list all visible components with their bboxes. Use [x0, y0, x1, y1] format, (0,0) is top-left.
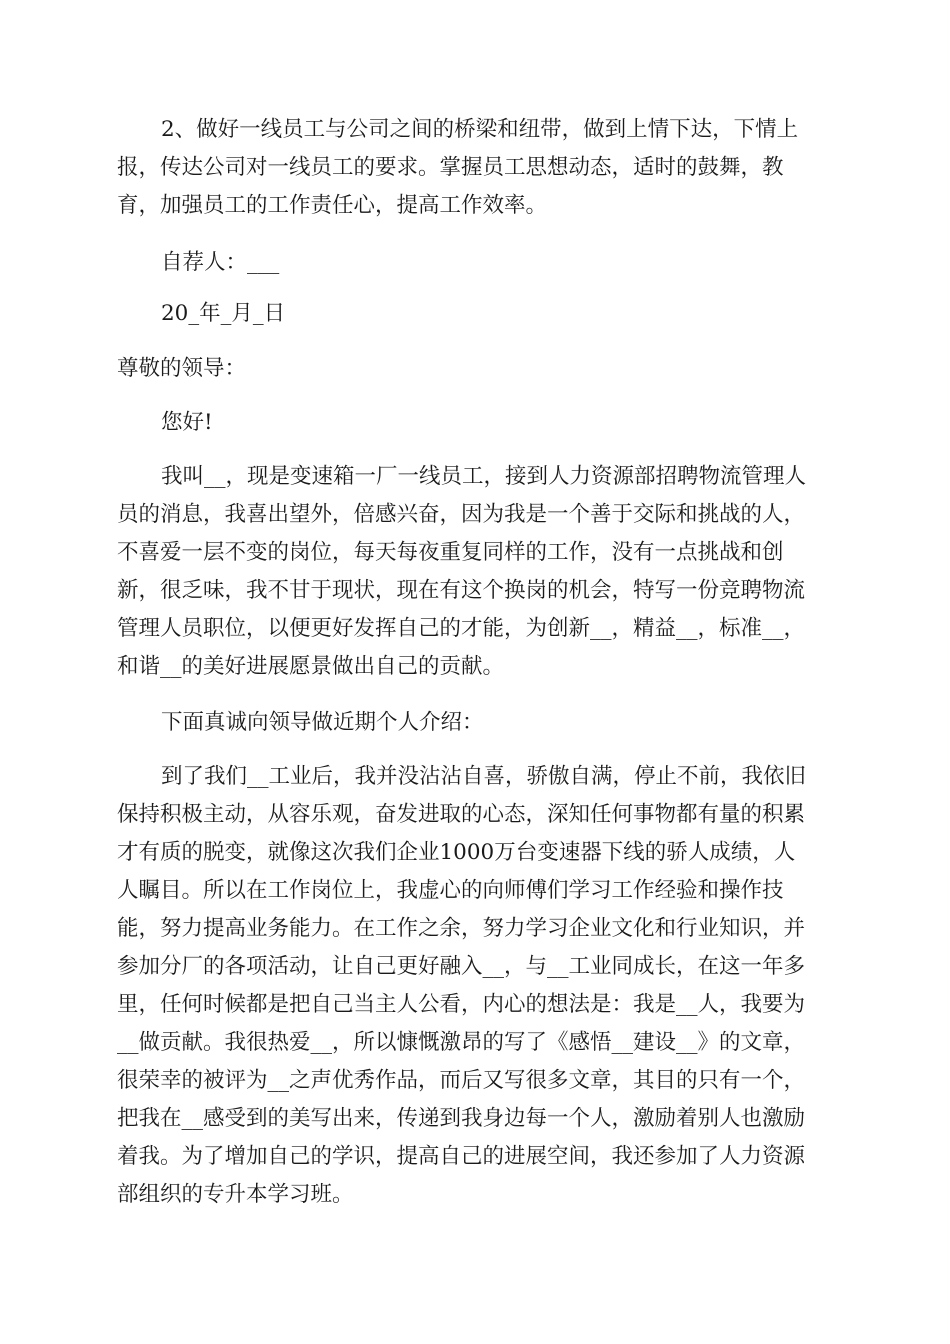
text-line: 保持积极主动，从容乐观，奋发进取的心态，深知任何事物都有量的积累 — [117, 802, 806, 827]
paragraph-date — [117, 295, 833, 333]
text-line: 到了我们__工业后，我并没沾沾自喜，骄傲自满，停止不前，我依旧 — [161, 764, 807, 789]
paragraph-transition — [117, 704, 833, 742]
text-line: 着我。为了增加自己的学识，提高自己的进展空间，我还参加了人力资源 — [117, 1144, 806, 1169]
text-line: 里，任何时候都是把自己当主人公看，内心的想法是：我是__人，我要为 — [117, 992, 806, 1017]
text-line: 育，加强员工的工作责任心，提高工作效率。 — [117, 193, 548, 218]
text-line: 下面真诚向领导做近期个人介绍： — [161, 710, 484, 735]
text-line: 部组织的专升本学习班。 — [117, 1182, 354, 1207]
paragraph-signature — [117, 244, 833, 282]
paragraph-greeting — [117, 404, 833, 442]
greeting-line: 您好! — [161, 410, 213, 435]
signature-line: 自荐人：___ — [161, 250, 280, 275]
text-line: 不喜爱一层不变的岗位，每天每夜重复同样的工作，没有一点挑战和创 — [117, 540, 784, 565]
text-line: 能，努力提高业务能力。在工作之余，努力学习企业文化和行业知识，并 — [117, 916, 806, 941]
text-line: 很荣幸的被评为__之声优秀作品，而后又写很多文章，其目的只有一个， — [117, 1068, 806, 1093]
text-line: 人瞩目。所以在工作岗位上，我虚心的向师傅们学习工作经验和操作技 — [117, 878, 784, 903]
text-line: 参加分厂的各项活动，让自己更好融入__，与__工业同成长，在这一年多 — [117, 954, 806, 979]
text-line: 新，很乏味，我不甘于现状，现在有这个换岗的机会，特写一份竞聘物流 — [117, 578, 806, 603]
text-line: 管理人员职位，以便更好发挥自己的才能，为创新__，精益__，标准__， — [117, 616, 806, 641]
text-line: 员的消息，我喜出望外，倍感兴奋，因为我是一个善于交际和挑战的人， — [117, 502, 806, 527]
text-line: 2、做好一线员工与公司之间的桥梁和纽带，做到上情下达，下情上 — [161, 117, 799, 142]
text-line: 报，传达公司对一线员工的要求。掌握员工思想动态，适时的鼓舞，教 — [117, 155, 784, 180]
text-line: 和谐__的美好进展愿景做出自己的贡献。 — [117, 654, 505, 679]
paragraph-duties — [117, 111, 833, 225]
paragraph-background — [117, 758, 833, 1214]
text-line: 把我在__感受到的美写出来，传递到我身边每一个人，激励着别人也激励 — [117, 1106, 806, 1131]
salutation-line: 尊敬的领导： — [117, 356, 247, 381]
paragraph-intro — [117, 458, 833, 686]
text-line: 我叫__，现是变速箱一厂一线员工，接到人力资源部招聘物流管理人 — [161, 464, 807, 489]
text-line: __做贡献。我很热爱__，所以慷慨激昂的写了《感悟__建设__》的文章， — [117, 1030, 806, 1055]
date-line: 20_年_月_日 — [161, 301, 286, 326]
text-line: 才有质的脱变，就像这次我们企业1000万台变速器下线的骄人成绩，人 — [117, 840, 796, 865]
paragraph-salutation — [117, 350, 833, 388]
